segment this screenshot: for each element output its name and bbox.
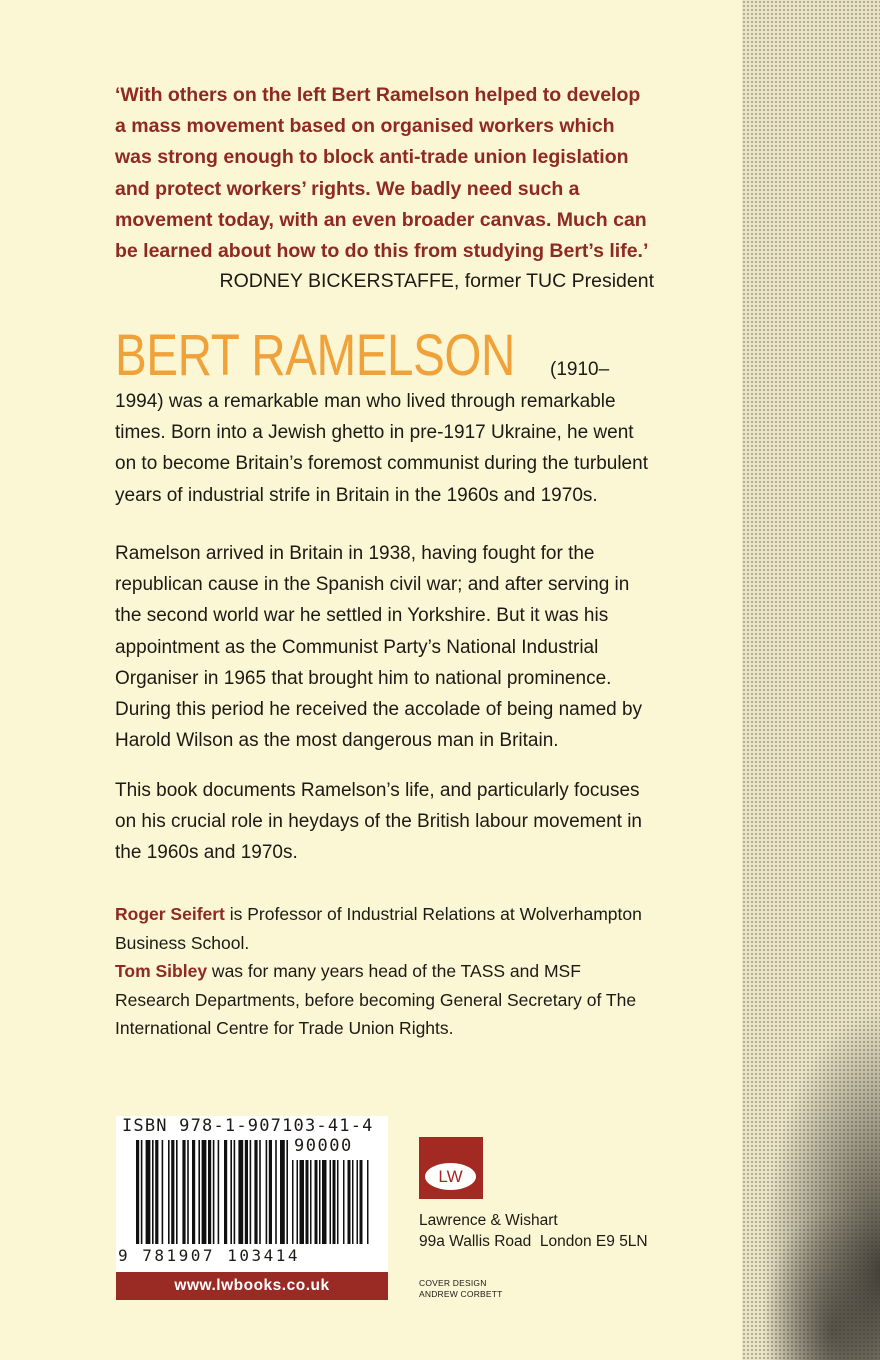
endorsement-quote: ‘With others on the left Bert Ramelson helped to develop a mass movement based on organised workers which was strong enough to block anti-trade union legislation and protect workers’ rights. We badly need such a movement today, with an even broader canvas. Much can be learned about how to do this from studying Bert’s life.’ [115, 84, 649, 263]
publisher-name: Lawrence & Wishart [419, 1212, 558, 1229]
credit-label: COVER DESIGN [419, 1278, 487, 1288]
quote-attribution: RODNEY BICKERSTAFFE, former TUC President [219, 270, 654, 292]
ean-digits: 9 781907 103414 [118, 1246, 300, 1265]
author-bio-text: is Professor of Industrial Relations at Wolverhampton Business School. [115, 904, 642, 953]
intro-paragraph [115, 323, 655, 511]
publisher-info [419, 1210, 648, 1252]
body-paragraph: This book documents Ramelson’s life, and particularly focuses on his crucial role in heydays of the British labour movement in the 1960s and 1970s. [115, 780, 642, 864]
subject-name-heading: BERT RAMELSON [115, 323, 515, 388]
author-bio-text: was for many years head of the TASS and MSF Research Departments, before becoming General Secretary of The International Centre for Trade Union Rights. [115, 961, 637, 1038]
author-name: Roger Seifert [115, 904, 225, 924]
publisher-address: 99a Wallis Road London E9 5LN [419, 1233, 648, 1250]
halftone-photo-edge [742, 0, 880, 1360]
barcode-panel [116, 1116, 388, 1272]
credit-name: ANDREW CORBETT [419, 1289, 503, 1299]
author-bio [115, 900, 655, 957]
publisher-logo [419, 1137, 483, 1199]
website-url[interactable]: www.lwbooks.co.uk [116, 1272, 388, 1300]
cover-design-credit [419, 1278, 503, 1300]
intro-text: (1910–1994) was a remarkable man who lived through remarkable times. Born into a Jewish ghetto in pre-1917 Ukraine, he went on to become Britain’s foremost communist during the turbulent years of industrial strife in Britain in the 1960s and 1970s. [115, 359, 648, 506]
publisher-logo-text: LW [425, 1163, 476, 1190]
body-paragraph: Ramelson arrived in Britain in 1938, having fought for the republican cause in the Spanish civil war; and after serving in the second world war he settled in Yorkshire. But it was his appointment as the Communist Party’s National Industrial Organiser in 1965 that brought him to national prominence. During this period he received the accolade of being named by Harold Wilson as the most dangerous man in Britain. [115, 543, 643, 752]
author-name: Tom Sibley [115, 961, 208, 981]
isbn-label: ISBN 978-1-907103-41-4 [122, 1116, 374, 1136]
author-bio [115, 957, 655, 1043]
price-code: 90000 [294, 1136, 353, 1156]
